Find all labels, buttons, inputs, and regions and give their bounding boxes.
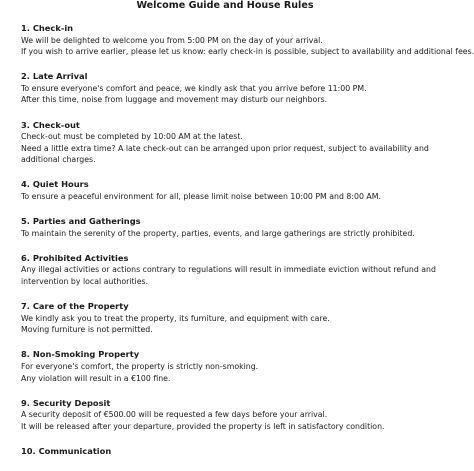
section-heading: 3. Check-out — [21, 119, 80, 130]
section-text: Any violation will result in a €100 fine. — [21, 373, 171, 383]
section-heading: 4. Quiet Hours — [21, 179, 89, 190]
section-heading: 2. Late Arrival — [21, 71, 88, 82]
section-check-in — [21, 23, 474, 58]
section-text: After this time, noise from luggage and movement may disturb our neighbors. — [21, 95, 328, 105]
section-non-smoking — [21, 349, 441, 384]
section-heading: 6. Prohibited Activities — [21, 252, 129, 263]
section-heading: 5. Parties and Gatherings — [21, 216, 141, 227]
section-prohibited-activities — [21, 253, 441, 288]
section-security-deposit — [21, 398, 441, 433]
section-text: To ensure everyone's comfort and peace, we kindly ask that you arrive before 11:00 PM. — [21, 83, 367, 93]
section-late-arrival — [21, 71, 441, 106]
section-text: It will be released after your departure, provided the property is left in satisfactory condition. — [21, 421, 385, 431]
section-text: Check-out must be completed by 10:00 AM at the latest. — [21, 132, 243, 142]
section-text: Any illegal activities or actions contrary to regulations will result in immediate eviction without refund and intervention by local authorities. — [21, 265, 436, 286]
document-title: Welcome Guide and House Rules — [136, 0, 314, 11]
section-heading: 1. Check-in — [21, 23, 74, 33]
section-text: To ensure a peaceful environment for all, please limit noise between 10:00 PM and 8:00 AM. — [21, 192, 381, 202]
section-heading: 9. Security Deposit — [21, 397, 111, 408]
section-text: We kindly ask you to treat the property, its furniture, and equipment with care. — [21, 313, 330, 323]
section-text: For everyone's comfort, the property is strictly non-smoking. — [21, 361, 259, 371]
section-text: Need a little extra time? A late check-out can be arranged upon prior request, subject to availability and additional charges. — [21, 143, 429, 165]
section-text: We will be delighted to welcome you from 5:00 PM on the day of your arrival. — [21, 35, 323, 45]
section-check-out — [21, 120, 441, 166]
section-text: If you wish to arrive earlier, please let us know: early check-in is possible, subject to availability and additional fees. — [21, 47, 474, 57]
section-quiet-hours — [21, 179, 441, 202]
section-heading: 7. Care of the Property — [21, 301, 129, 312]
section-heading: 8. Non-Smoking Property — [21, 349, 140, 360]
section-heading: 10. Communication — [21, 445, 112, 456]
section-communication — [21, 446, 441, 458]
section-text: A security deposit of €500.00 will be requested a few days before your arrival. — [21, 410, 328, 420]
rules-list — [21, 23, 474, 471]
section-parties — [21, 216, 441, 239]
section-text: Moving furniture is not permitted. — [21, 325, 153, 335]
section-care-of-property — [21, 301, 441, 336]
section-text: To maintain the serenity of the property, parties, events, and large gatherings are strictly prohibited. — [21, 228, 415, 238]
